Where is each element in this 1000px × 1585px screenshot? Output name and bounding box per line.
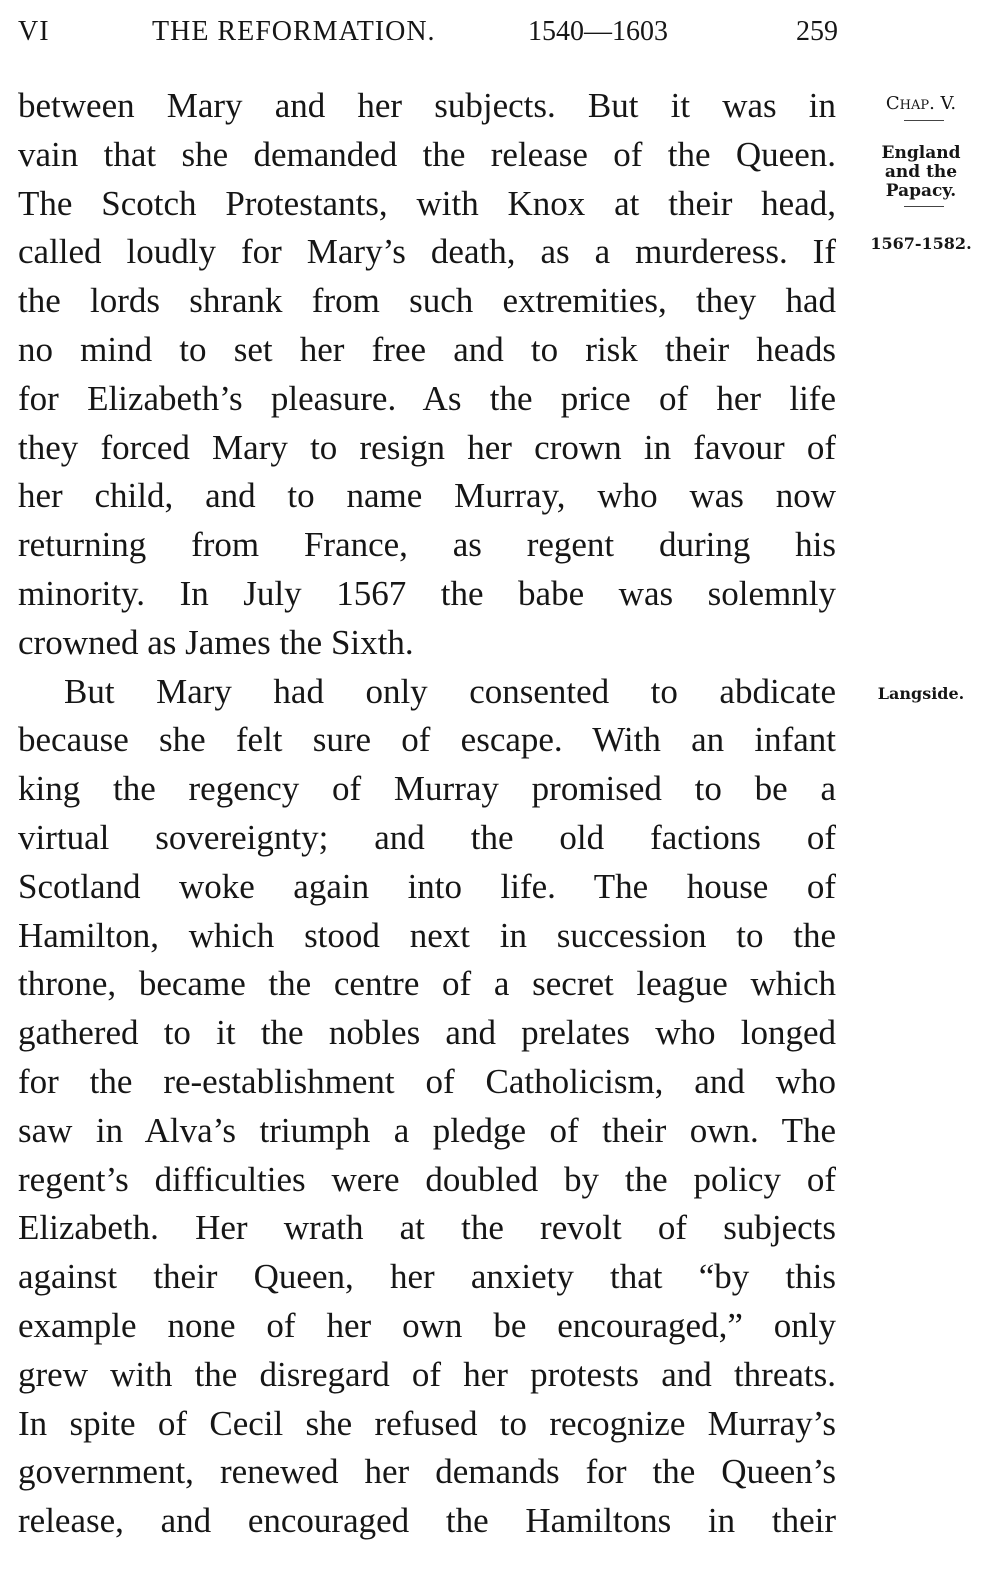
text-line: grew with the disregard of her protests and threats.	[18, 1354, 836, 1394]
paragraph-start-line: But Mary had only consented to abdicate	[64, 671, 836, 711]
text-line: no mind to set her free and to risk their heads	[18, 329, 836, 369]
text-line: called loudly for Mary’s death, as a murderess. If	[18, 232, 836, 272]
text-line: because she felt sure of escape. With an infant	[18, 720, 836, 760]
running-head	[18, 14, 838, 54]
text-line: gathered to it the nobles and prelates who longed	[18, 1013, 836, 1053]
running-title: THE REFORMATION.	[152, 16, 436, 47]
text-line: for the re-establishment of Catholicism, and who	[18, 1061, 836, 1101]
sidenote-section-line: and the	[884, 162, 958, 182]
text-line: example none of her own be encouraged,” only	[18, 1305, 836, 1345]
sidenote-section-line: England	[881, 143, 961, 163]
running-dates: 1540—1603	[528, 16, 668, 47]
text-line: saw in Alva’s triumph a pledge of their own. The	[18, 1110, 836, 1150]
text-line: Elizabeth. Her wrath at the revolt of subjects	[18, 1208, 836, 1248]
text-line: returning from France, as regent during his	[18, 525, 836, 565]
sidenote-topic: Langside.	[877, 684, 965, 703]
text-line: vain that she demanded the release of the Queen.	[18, 134, 836, 174]
text-line: between Mary and her subjects. But it was in	[18, 86, 836, 125]
text-line: the lords shrank from such extremities, they had	[18, 281, 836, 321]
text-line: throne, became the centre of a secret league which	[18, 964, 836, 1004]
text-line: Hamilton, which stood next in succession to the	[18, 915, 836, 955]
text-line: her child, and to name Murray, who was now	[18, 476, 836, 516]
text-line: virtual sovereignty; and the old factions of	[18, 817, 836, 857]
text-line: for Elizabeth’s pleasure. As the price of her life	[18, 378, 836, 418]
sidenote-chapter: Chap. V.	[885, 93, 957, 114]
paragraph-end-line: crowned as James the Sixth.	[18, 622, 414, 662]
sidenote-divider	[904, 206, 944, 207]
text-line: they forced Mary to resign her crown in favour of	[18, 427, 836, 467]
text-line: minority. In July 1567 the babe was solemnly	[18, 573, 836, 613]
text-line: release, and encouraged the Hamiltons in their	[18, 1501, 836, 1541]
body-text	[18, 82, 836, 1546]
sidenote-section-line: Papacy.	[885, 181, 957, 201]
text-line: government, renewed her demands for the Queen’s	[18, 1452, 836, 1492]
text-line: against their Queen, her anxiety that “by this	[18, 1257, 836, 1297]
text-line: The Scotch Protestants, with Knox at their head,	[18, 183, 836, 223]
text-line: Scotland woke again into life. The house of	[18, 866, 836, 906]
text-line: regent’s difficulties were doubled by the policy of	[18, 1159, 836, 1199]
sidenote-divider	[904, 120, 944, 121]
chapter-numeral: VI	[18, 16, 50, 47]
sidenote-section	[846, 144, 996, 201]
sidenote-years: 1567-1582.	[870, 234, 972, 253]
text-line: king the regency of Murray promised to be a	[18, 769, 836, 809]
page-number: 259	[796, 16, 838, 47]
text-line: In spite of Cecil she refused to recognize Murray’s	[18, 1403, 836, 1443]
